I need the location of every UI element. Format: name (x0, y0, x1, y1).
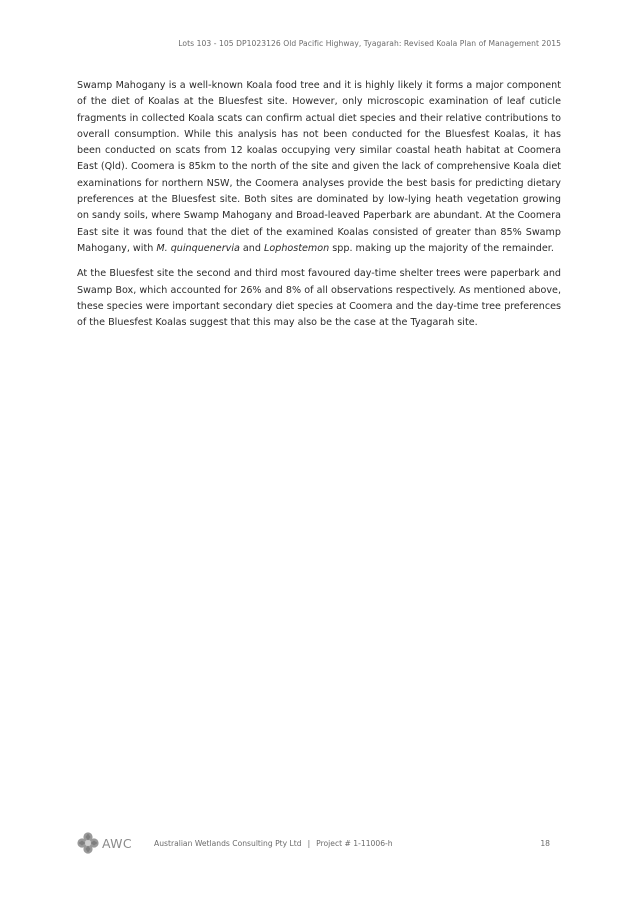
species-name-melaleuca: M. quinquenervia (156, 242, 240, 254)
page-footer (77, 832, 550, 856)
running-header: Lots 103 - 105 DP1023126 Old Pacific Highway, Tyagarah: Revised Koala Plan of Management 2015 (178, 39, 561, 48)
awc-logo (77, 832, 137, 856)
paragraph-shelter-trees: At the Bluesfest site the second and third most favoured day-time shelter trees were paperbark and Swamp Box, which accounted for 26% and 8% of all observations respectively. As mentioned above, these species were important secondary diet species at Coomera and the day-time tree preferences of the Bluesfest Koalas suggest that this may also be the case at the Tyagarah site. (77, 268, 561, 329)
footer-project-number: Project # 1-11006-h (316, 839, 393, 848)
footer-info (154, 839, 393, 848)
body-text (77, 78, 561, 340)
paragraph-diet-text-2: and (239, 242, 265, 254)
awc-logo-icon (77, 832, 99, 854)
awc-logo-text: AWC (102, 836, 132, 851)
paragraph-diet (77, 78, 561, 257)
footer-company: Australian Wetlands Consulting Pty Ltd (154, 839, 302, 848)
paragraph-diet-text-3: spp. making up the majority of the remainder. (329, 242, 554, 254)
footer-separator: | (307, 839, 311, 848)
species-name-lophostemon: Lophostemon (264, 242, 330, 254)
page-number: 18 (540, 839, 550, 848)
paragraph-diet-text-1: Swamp Mahogany is a well-known Koala food tree and it is highly likely it forms a major component of the diet of Koalas at the Bluesfest site. However, only microscopic examination of leaf cuticle fragments in collected Koala scats can confirm actual diet species and their relative contributions to overall consumption. While this analysis has not been conducted for the Bluesfest Koalas, it has been conducted on scats from 12 koalas occupying very similar coastal heath habitat at Coomera East (Qld). Coomera is 85km to the north of the site and given the lack of comprehensive Koala diet examinations for northern NSW, the Coomera analyses provide the best basis for predicting dietary preferences at the Bluesfest site. Both sites are dominated by low-lying heath vegetation growing on sandy soils, where Swamp Mahogany and Broad-leaved Paperbark are abundant. At the Coomera East site it was found that the diet of the examined Koalas consisted of greater than 85% Swamp Mahogany, with (77, 80, 561, 254)
